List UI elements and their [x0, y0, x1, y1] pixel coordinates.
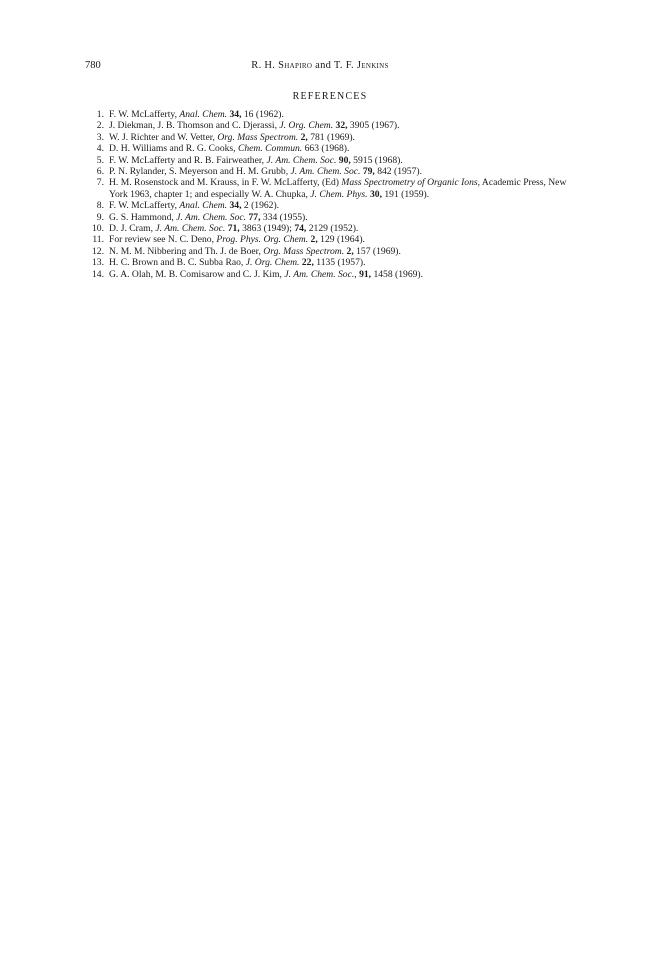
reference-fragment: 3863 (1949); — [239, 223, 295, 235]
author-connector: and — [315, 60, 332, 71]
reference-fragment: J. Diekman, J. B. Thomson and C. Djerassi, — [109, 120, 280, 132]
reference-text — [109, 200, 279, 211]
reference-fragment: G. A. Olah, M. B. Comisarow and C. J. Kim, — [109, 268, 285, 280]
journal-title: J. Org. Chem. — [245, 257, 300, 269]
volume-number: 34, — [229, 200, 242, 212]
reference-fragment: H. M. Rosenstock and M. Krauss, in F. W. McLafferty, (Ed) — [109, 177, 342, 189]
reference-number: 10. — [92, 223, 104, 235]
reference-number: 6. — [96, 166, 104, 178]
reference-fragment: 157 (1969). — [353, 245, 401, 257]
reference-text — [109, 177, 566, 199]
reference-number: 9. — [96, 211, 104, 223]
reference-item — [85, 177, 575, 200]
reference-number: 4. — [96, 143, 104, 155]
reference-fragment: 663 (1968). — [302, 143, 350, 155]
page-number: 780 — [85, 60, 101, 71]
reference-item — [85, 132, 575, 143]
reference-fragment: W. J. Richter and W. Vetter, — [109, 131, 218, 143]
section-title: REFERENCES — [292, 91, 368, 102]
reference-fragment: 191 (1959). — [381, 188, 430, 200]
journal-title: Anal. Chem. — [179, 109, 228, 120]
journal-title: Prog. Phys. Org. Chem. — [216, 234, 309, 246]
volume-number: 22, — [301, 257, 314, 269]
reference-item — [85, 257, 575, 268]
reference-item — [85, 234, 575, 245]
reference-fragment: For review see N. C. Deno, — [109, 234, 217, 246]
reference-number: 5. — [96, 154, 104, 166]
reference-number: 7. — [96, 177, 104, 189]
reference-fragment: 16 (1962). — [241, 109, 284, 120]
reference-fragment: 2129 (1952). — [306, 223, 359, 235]
reference-number: 11. — [92, 234, 104, 246]
volume-number: 90, — [338, 154, 351, 166]
journal-title: Org. Mass Spectrom. — [263, 245, 345, 257]
reference-item — [85, 223, 575, 234]
volume-number: 34, — [229, 109, 242, 120]
reference-fragment: 781 (1969). — [307, 131, 355, 143]
reference-fragment: 2 (1962). — [241, 200, 280, 212]
journal-title: J. Am. Chem. Soc. — [290, 166, 361, 178]
reference-item — [85, 155, 575, 166]
reference-item — [85, 246, 575, 257]
reference-item — [85, 200, 575, 211]
reference-fragment: F. W. McLafferty, — [109, 200, 180, 212]
reference-text — [109, 234, 365, 245]
reference-number: 14. — [92, 268, 104, 280]
reference-text — [109, 120, 400, 131]
journal-title: Chem. Commun. — [237, 143, 303, 155]
running-head — [85, 60, 555, 71]
reference-fragment: 3905 (1967). — [347, 120, 400, 132]
reference-text — [109, 223, 358, 234]
reference-item — [85, 212, 575, 223]
journal-title: Org. Mass Spectrom. — [217, 131, 299, 143]
reference-fragment: , — [354, 268, 360, 280]
reference-fragment: F. W. McLafferty, — [109, 109, 180, 120]
reference-text — [109, 155, 403, 166]
journal-title: J. Chem. Phys. — [310, 188, 368, 200]
author-1-surname: Shapiro — [278, 60, 313, 71]
volume-number: 74, — [294, 223, 307, 235]
reference-number: 8. — [96, 200, 104, 212]
reference-list — [85, 109, 575, 280]
reference-text — [109, 212, 308, 223]
reference-text — [109, 166, 422, 177]
journal-title: J. Org. Chem. — [279, 120, 334, 132]
reference-number: 1. — [96, 109, 104, 120]
reference-fragment: Academic Press, New York 1963, chapter 1; and especially W. A. Chupka, — [109, 177, 567, 200]
volume-number: 30, — [369, 188, 382, 200]
reference-fragment: 842 (1957). — [374, 166, 422, 178]
journal-title: J. Am. Chem. Soc. — [176, 211, 247, 223]
reference-fragment: D. J. Cram, — [109, 223, 156, 235]
journal-title: J. Am. Chem. Soc. — [284, 268, 355, 280]
reference-fragment: 334 (1955). — [260, 211, 308, 223]
page-header — [85, 60, 555, 76]
volume-number: 32, — [335, 120, 348, 132]
reference-item — [85, 143, 575, 154]
journal-title: Mass Spectrometry of Organic Ions, — [341, 177, 481, 189]
reference-number: 12. — [92, 245, 104, 257]
reference-item — [85, 269, 575, 280]
reference-text — [109, 143, 349, 154]
reference-fragment: G. S. Hammond, — [109, 211, 177, 223]
volume-number: 2, — [346, 245, 354, 257]
reference-fragment: P. N. Rylander, S. Meyerson and H. M. Grubb, — [109, 166, 291, 178]
reference-number: 2. — [96, 120, 104, 132]
reference-text — [109, 246, 401, 257]
reference-fragment: 5915 (1968). — [350, 154, 403, 166]
reference-text — [109, 269, 423, 280]
journal-title: J. Am. Chem. Soc. — [266, 154, 337, 166]
journal-title: Anal. Chem. — [179, 200, 228, 212]
reference-fragment: 129 (1964). — [317, 234, 365, 246]
reference-fragment: N. M. M. Nibbering and Th. J. de Boer, — [109, 245, 264, 257]
reference-number: 3. — [96, 131, 104, 143]
reference-fragment: H. C. Brown and B. C. Subba Rao, — [109, 257, 246, 269]
reference-number: 13. — [92, 257, 104, 269]
volume-number: 77, — [248, 211, 261, 223]
reference-fragment: F. W. McLafferty and R. B. Fairweather, — [109, 154, 267, 166]
reference-item — [85, 120, 575, 131]
volume-number: 71, — [227, 223, 240, 235]
author-2-initials: T. F. — [333, 60, 354, 71]
volume-number: 2, — [300, 131, 308, 143]
reference-text — [109, 109, 284, 120]
volume-number: 91, — [359, 268, 372, 280]
author-2-surname: Jenkins — [356, 60, 389, 71]
reference-fragment: 1458 (1969). — [371, 268, 424, 280]
journal-title: J. Am. Chem. Soc. — [155, 223, 226, 235]
reference-fragment: D. H. Williams and R. G. Cooks, — [109, 143, 238, 155]
author-1-initials: R. H. — [251, 60, 276, 71]
reference-item — [85, 166, 575, 177]
reference-item — [85, 109, 575, 120]
volume-number: 79, — [362, 166, 375, 178]
reference-text — [109, 132, 355, 143]
volume-number: 2, — [310, 234, 318, 246]
reference-fragment: 1135 (1957). — [313, 257, 366, 269]
reference-text — [109, 257, 365, 268]
